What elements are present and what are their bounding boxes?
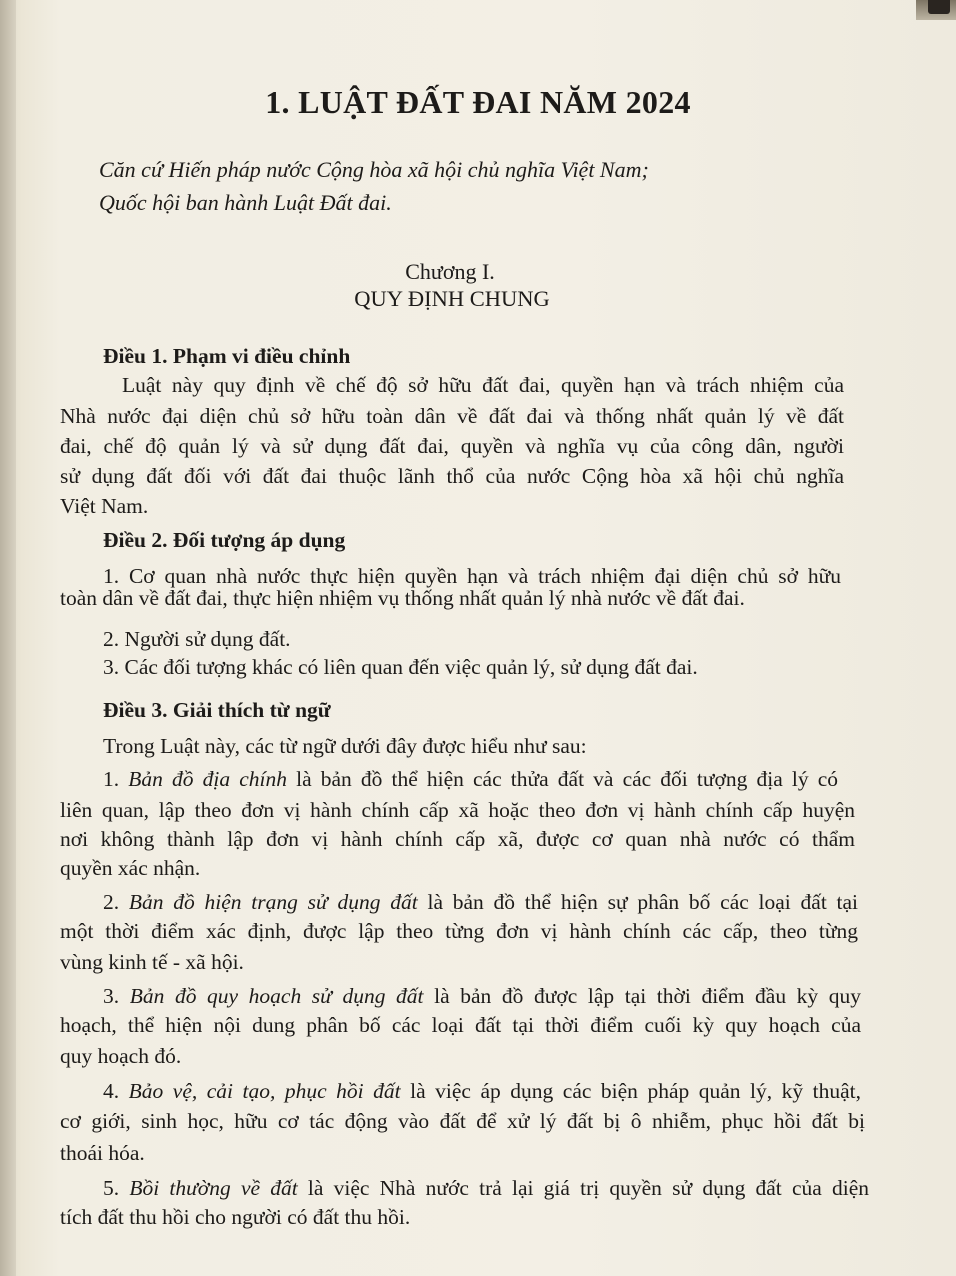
- item-number: 5.: [103, 1176, 120, 1200]
- definition-item-first-line: [103, 984, 861, 1009]
- defined-term: Bản đồ quy hoạch sử dụng đất: [129, 984, 424, 1008]
- definition-text: là bản đồ được lập tại thời điểm đầu kỳ quy: [434, 984, 862, 1008]
- definition-line: tích đất thu hồi cho người có đất thu hồi.: [60, 1205, 411, 1229]
- article-line: 3. Các đối tượng khác có liên quan đến việc quản lý, sử dụng đất đai.: [103, 655, 698, 679]
- defined-term: Bản đồ hiện trạng sử dụng đất: [128, 890, 418, 914]
- article-heading: Điều 1. Phạm vi điều chỉnh: [103, 344, 351, 368]
- corner-tab: [928, 0, 950, 14]
- article-line: Việt Nam.: [60, 494, 149, 518]
- chapter-number: Chương I.: [405, 259, 495, 284]
- definition-line: quyền xác nhận.: [60, 856, 201, 880]
- definition-line: một thời điểm xác định, được lập theo từng đơn vị hành chính các cấp, theo từng: [60, 919, 858, 943]
- definition-line: hoạch, thể hiện nội dung phân bố các loại đất tại thời điểm cuối kỳ quy hoạch của: [60, 1013, 861, 1037]
- article-heading: Điều 3. Giải thích từ ngữ: [103, 698, 331, 722]
- definition-item-first-line: [103, 767, 838, 792]
- definition-text: là bản đồ thể hiện sự phân bố các loại đất tại: [427, 890, 859, 914]
- preamble-line: Quốc hội ban hành Luật Đất đai.: [99, 190, 392, 215]
- article-intro: Trong Luật này, các từ ngữ dưới đây được hiểu như sau:: [103, 734, 587, 758]
- defined-term: Bản đồ địa chính: [128, 767, 287, 791]
- definition-line: cơ giới, sinh học, hữu cơ tác động vào đất để xử lý đất bị ô nhiễm, phục hồi đất bị: [60, 1109, 865, 1133]
- definition-text: là việc áp dụng các biện pháp quản lý, kỹ thuật,: [410, 1079, 862, 1103]
- article-heading: Điều 2. Đối tượng áp dụng: [103, 528, 346, 552]
- article-line: Nhà nước đại diện chủ sở hữu toàn dân về đất đai và thống nhất quản lý về đất: [60, 404, 844, 428]
- definition-line: vùng kinh tế - xã hội.: [60, 950, 244, 974]
- definition-item-first-line: [103, 1176, 869, 1201]
- definition-item-first-line: [103, 1079, 861, 1104]
- article-line: sử dụng đất đối với đất đai thuộc lãnh thổ của nước Cộng hòa xã hội chủ nghĩa: [60, 464, 844, 488]
- definition-line: nơi không thành lập đơn vị hành chính cấp xã, được cơ quan nhà nước có thẩm: [60, 827, 855, 851]
- chapter-name: QUY ĐỊNH CHUNG: [354, 286, 550, 311]
- definition-line: quy hoạch đó.: [60, 1044, 182, 1068]
- article-line: 1. Cơ quan nhà nước thực hiện quyền hạn và trách nhiệm đại diện chủ sở hữu: [103, 564, 841, 588]
- document-title: 1. LUẬT ĐẤT ĐAI NĂM 2024: [265, 84, 691, 120]
- definition-line: thoái hóa.: [60, 1141, 145, 1165]
- article-line: 2. Người sử dụng đất.: [103, 627, 291, 651]
- defined-term: Bồi thường về đất: [129, 1176, 298, 1200]
- defined-term: Bảo vệ, cải tạo, phục hồi đất: [128, 1079, 401, 1103]
- article-line: toàn dân về đất đai, thực hiện nhiệm vụ thống nhất quản lý nhà nước về đất đai.: [60, 586, 745, 610]
- definition-item-first-line: [103, 890, 858, 915]
- definition-text: là bản đồ thể hiện các thửa đất và các đối tượng địa lý có: [296, 767, 839, 791]
- article-line: đai, chế độ quản lý và sử dụng đất đai, quyền và nghĩa vụ của công dân, người: [60, 434, 844, 458]
- item-number: 4.: [103, 1079, 120, 1103]
- definition-text: là việc Nhà nước trả lại giá trị quyền sử dụng đất của diện: [307, 1176, 869, 1200]
- item-number: 2.: [103, 890, 120, 914]
- definition-line: liên quan, lập theo đơn vị hành chính cấp xã hoặc theo đơn vị hành chính cấp huyện: [60, 798, 855, 822]
- article-line: Luật này quy định về chế độ sở hữu đất đai, quyền hạn và trách nhiệm của: [122, 373, 844, 397]
- preamble-line: Căn cứ Hiến pháp nước Cộng hòa xã hội chủ nghĩa Việt Nam;: [99, 157, 649, 182]
- item-number: 3.: [103, 984, 120, 1008]
- item-number: 1.: [103, 767, 120, 791]
- book-spine-shadow: [0, 0, 16, 1276]
